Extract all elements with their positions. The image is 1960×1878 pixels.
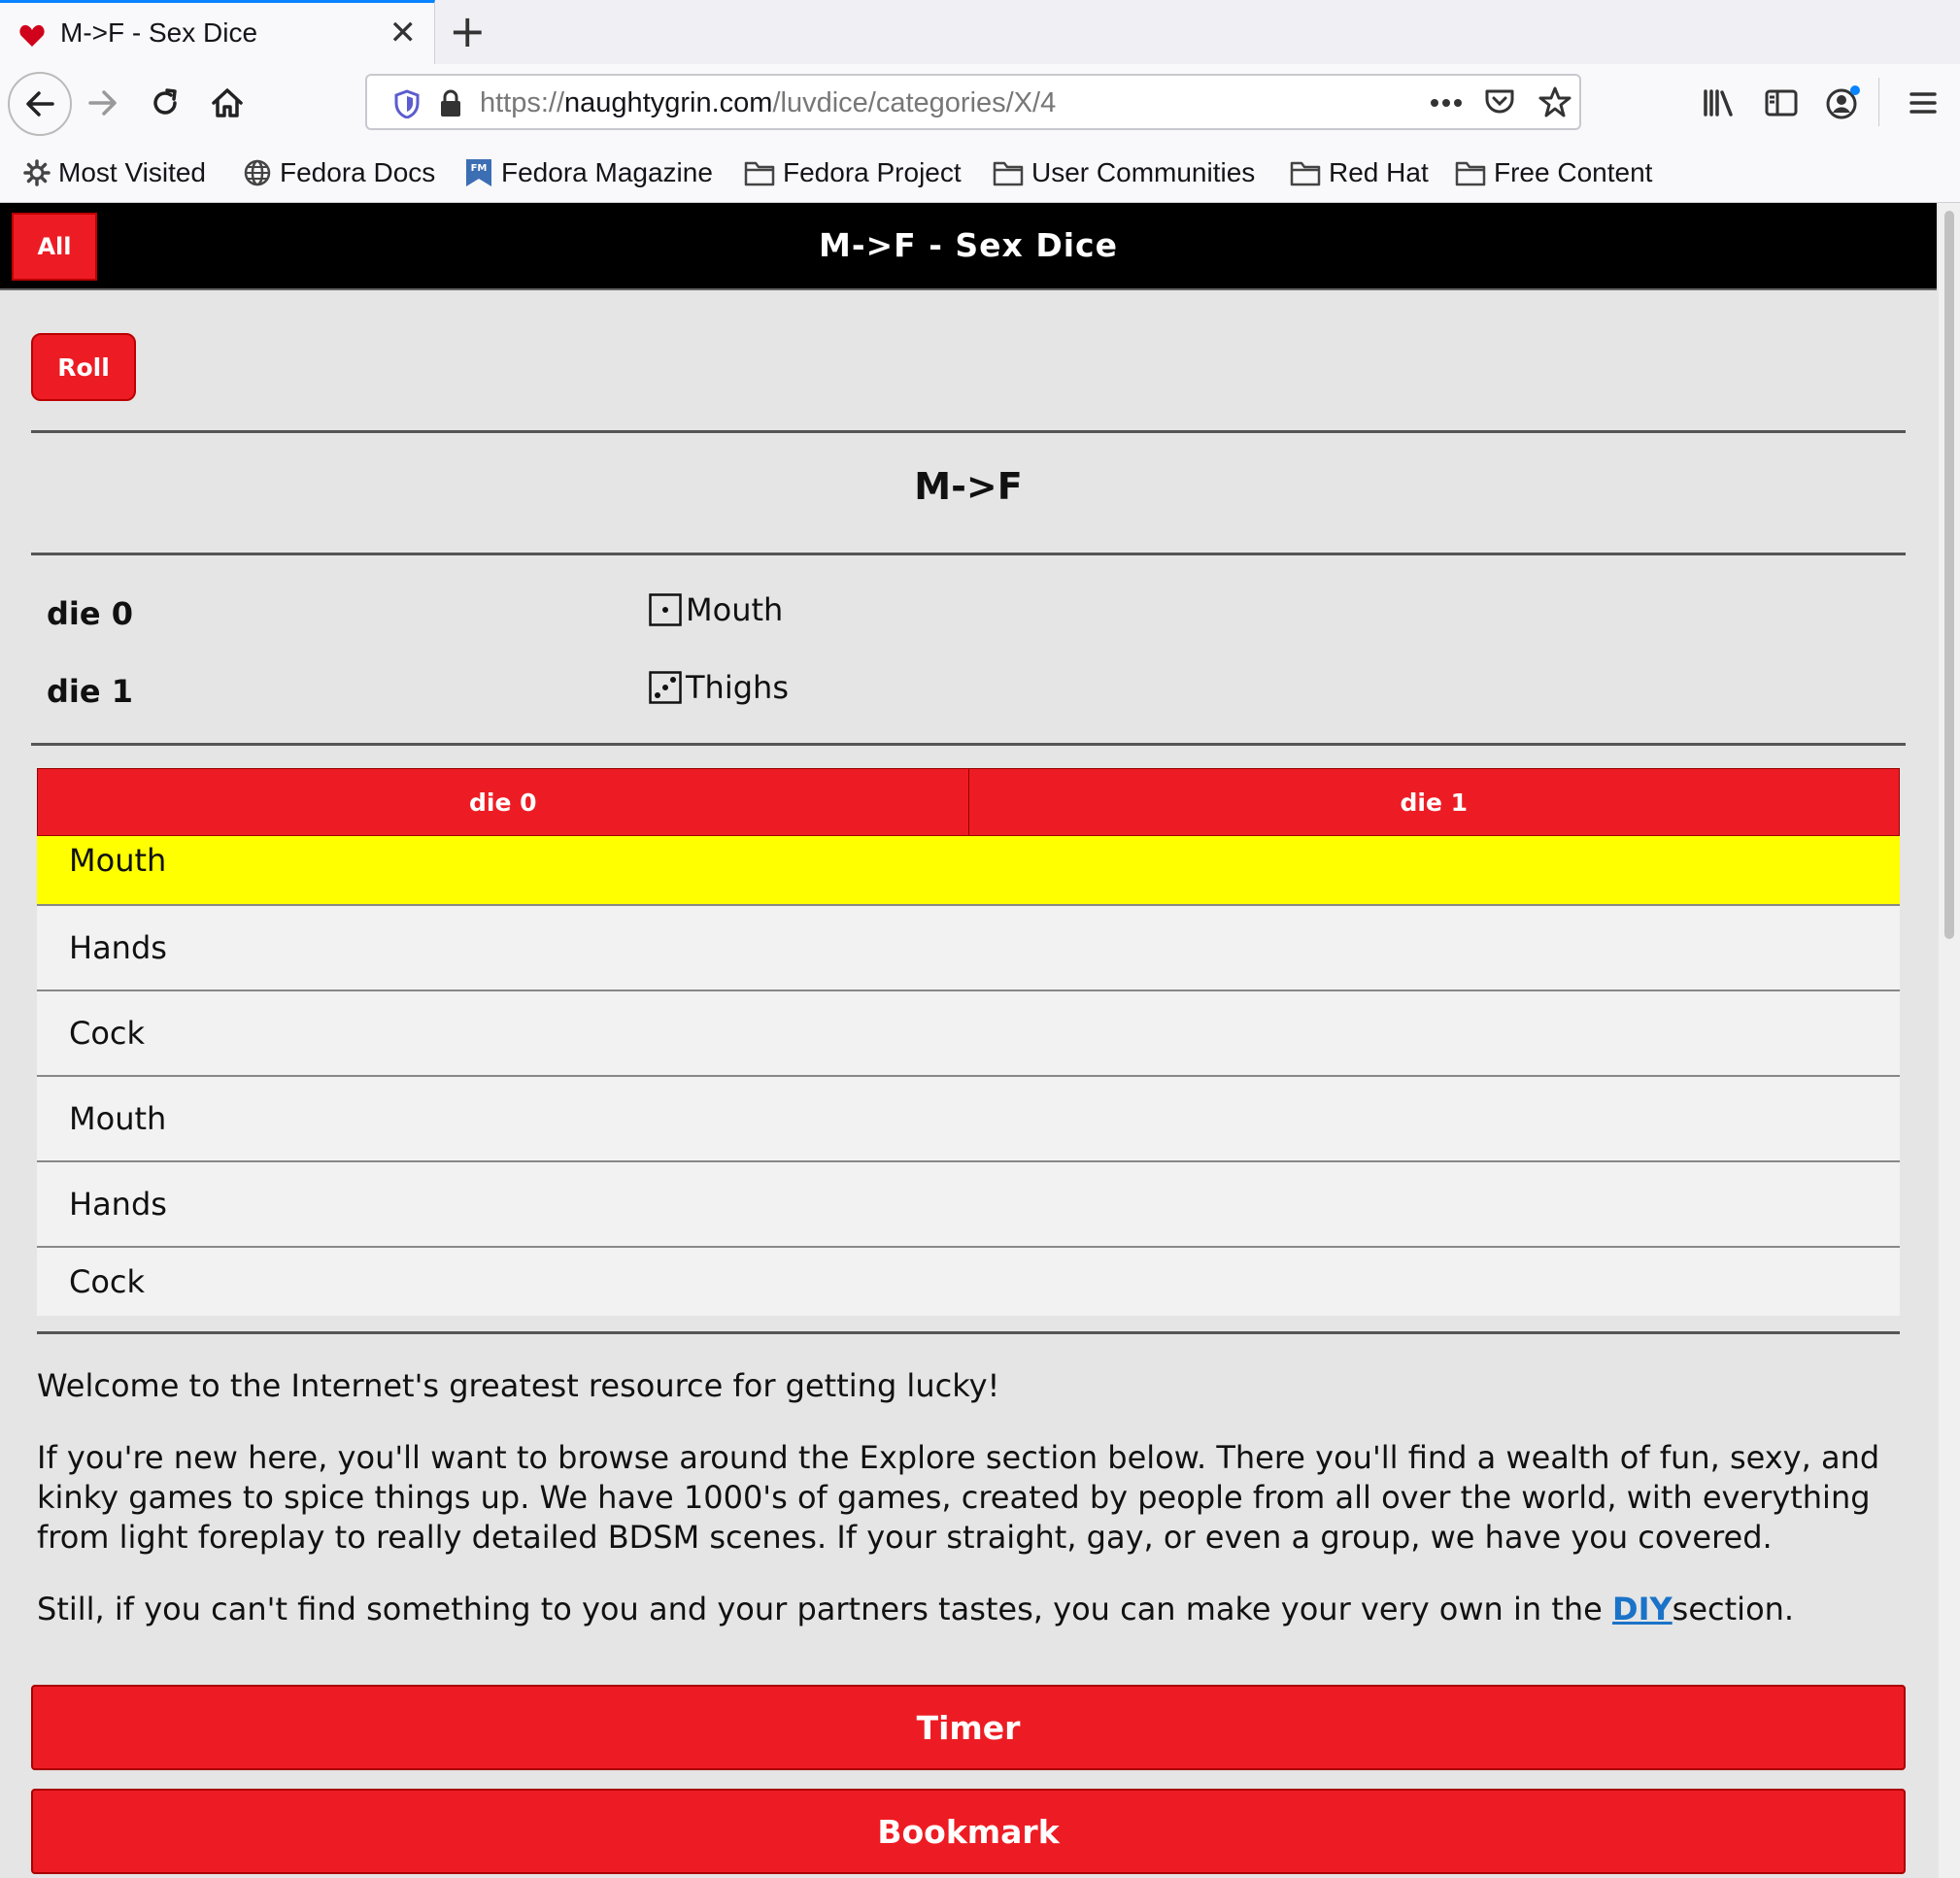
- heart-icon: [19, 24, 45, 48]
- reload-icon: [149, 86, 182, 119]
- roll-button[interactable]: Roll: [31, 333, 136, 401]
- bookmark-red-hat[interactable]: [1290, 153, 1429, 192]
- bookmark-label: Most Visited: [58, 157, 206, 187]
- page-viewport: [0, 203, 1939, 1878]
- toolbar-separator: [1878, 78, 1879, 126]
- timer-button[interactable]: Timer: [31, 1685, 1906, 1770]
- bookmark-fedora-docs[interactable]: [243, 153, 435, 192]
- gear-icon: [23, 159, 51, 186]
- die-1-label: die 1: [47, 673, 133, 710]
- tab-bar: [0, 0, 1960, 65]
- section-title: M->F: [914, 465, 1023, 508]
- bookmark-label: Free Content: [1494, 157, 1653, 187]
- menu-button[interactable]: [1894, 74, 1952, 132]
- sidebar-button[interactable]: [1752, 74, 1810, 132]
- url-path: /luvdice/categories/X/4: [772, 87, 1057, 118]
- account-button[interactable]: [1814, 74, 1873, 132]
- pocket-icon[interactable]: [1484, 87, 1515, 117]
- url-scheme: https://: [480, 87, 565, 118]
- close-tab-icon[interactable]: ✕: [389, 14, 417, 52]
- bookmark-label: Fedora Docs: [280, 157, 436, 187]
- divider: [31, 553, 1906, 555]
- page-scrollbar[interactable]: [1939, 203, 1960, 1878]
- bookmark-label: Fedora Magazine: [501, 157, 713, 187]
- home-button[interactable]: [198, 74, 256, 132]
- die-0-value: Mouth: [686, 591, 784, 628]
- table-row[interactable]: Cock: [37, 991, 1900, 1077]
- table-header: [37, 768, 1900, 836]
- library-icon: [1702, 87, 1737, 118]
- bookmark-label: User Communities: [1031, 157, 1256, 187]
- folder-icon: [1455, 159, 1486, 186]
- tab-title: M->F - Sex Dice: [60, 17, 258, 48]
- shield-icon[interactable]: [394, 89, 420, 118]
- fedora-magazine-icon: [464, 157, 493, 188]
- bookmark-user-communities[interactable]: [993, 153, 1255, 192]
- url-text[interactable]: [480, 87, 1056, 119]
- intro-text-fragment: section.: [1672, 1591, 1795, 1627]
- reload-button[interactable]: [136, 74, 194, 132]
- navigation-toolbar: [0, 64, 1960, 144]
- all-button[interactable]: All: [12, 213, 97, 281]
- hamburger-menu-icon: [1909, 89, 1938, 117]
- intro-text-fragment: Still, if you can't find something to you and your partners tastes, you can make your very own in the: [37, 1591, 1613, 1627]
- globe-icon: [243, 158, 272, 187]
- bookmarks-toolbar: [0, 144, 1960, 203]
- bookmark-fedora-magazine[interactable]: [464, 153, 713, 192]
- die-face-one-icon: [649, 593, 682, 626]
- folder-icon: [744, 159, 775, 186]
- table-row[interactable]: Hands: [37, 1162, 1900, 1248]
- bookmark-free-content[interactable]: [1455, 153, 1652, 192]
- scrollbar-thumb[interactable]: [1944, 211, 1954, 939]
- column-header-die-0[interactable]: die 0: [468, 788, 537, 817]
- new-tab-icon[interactable]: +: [449, 5, 487, 57]
- account-icon: [1824, 84, 1863, 122]
- bookmark-most-visited[interactable]: [23, 153, 206, 192]
- diy-link[interactable]: DIY: [1612, 1591, 1673, 1627]
- sidebar-icon: [1764, 87, 1799, 118]
- die-1-value: Thighs: [686, 669, 789, 706]
- forward-button[interactable]: [74, 74, 132, 132]
- intro-paragraph: Welcome to the Internet's greatest resource for getting lucky!: [37, 1367, 1000, 1404]
- die-face-three-icon: [649, 671, 682, 704]
- address-bar[interactable]: [365, 74, 1581, 130]
- page-title: M->F - Sex Dice: [819, 226, 1118, 264]
- folder-icon: [1290, 159, 1321, 186]
- divider: [31, 430, 1906, 433]
- site-header: [0, 203, 1937, 290]
- lock-icon[interactable]: [439, 88, 462, 117]
- bookmark-label: Red Hat: [1329, 157, 1429, 187]
- intro-paragraph: If you're new here, you'll want to browse around the Explore section below. There you'll find a wealth of fun, sexy, and kinky games to spice things up. We have 1000's of games, created by people from all over the world, with everything from light foreplay to really detailed BDSM scenes. If your straight, gay, or even a group, we have you covered.: [37, 1439, 1880, 1556]
- forward-arrow-icon: [86, 86, 119, 119]
- star-icon[interactable]: [1538, 85, 1571, 118]
- table-row[interactable]: Mouth: [37, 1077, 1900, 1162]
- divider: [37, 1331, 1900, 1334]
- bookmark-button[interactable]: Bookmark: [31, 1789, 1906, 1874]
- table-row[interactable]: Mouth: [37, 836, 1900, 906]
- die-0-result: [649, 591, 783, 628]
- url-domain: naughtygrin.com: [564, 87, 773, 118]
- divider: [31, 743, 1906, 746]
- column-header-die-1[interactable]: die 1: [968, 769, 1900, 835]
- folder-icon: [993, 159, 1024, 186]
- back-button[interactable]: [8, 72, 72, 136]
- active-tab[interactable]: [0, 0, 435, 64]
- die-1-result: [649, 669, 789, 706]
- home-icon: [210, 86, 245, 119]
- svg-text:FM: FM: [470, 163, 488, 174]
- back-arrow-icon: [23, 87, 56, 120]
- page-actions-icon[interactable]: [1430, 93, 1463, 113]
- bookmark-fedora-project[interactable]: [744, 153, 962, 192]
- intro-paragraph: [37, 1590, 1911, 1629]
- library-button[interactable]: [1690, 74, 1748, 132]
- table-row[interactable]: Cock: [37, 1248, 1900, 1316]
- dice-table: [37, 768, 1900, 1316]
- table-row[interactable]: Hands: [37, 906, 1900, 991]
- die-0-label: die 0: [47, 595, 133, 632]
- intro-text: [37, 1366, 1911, 1661]
- bookmark-label: Fedora Project: [783, 157, 962, 187]
